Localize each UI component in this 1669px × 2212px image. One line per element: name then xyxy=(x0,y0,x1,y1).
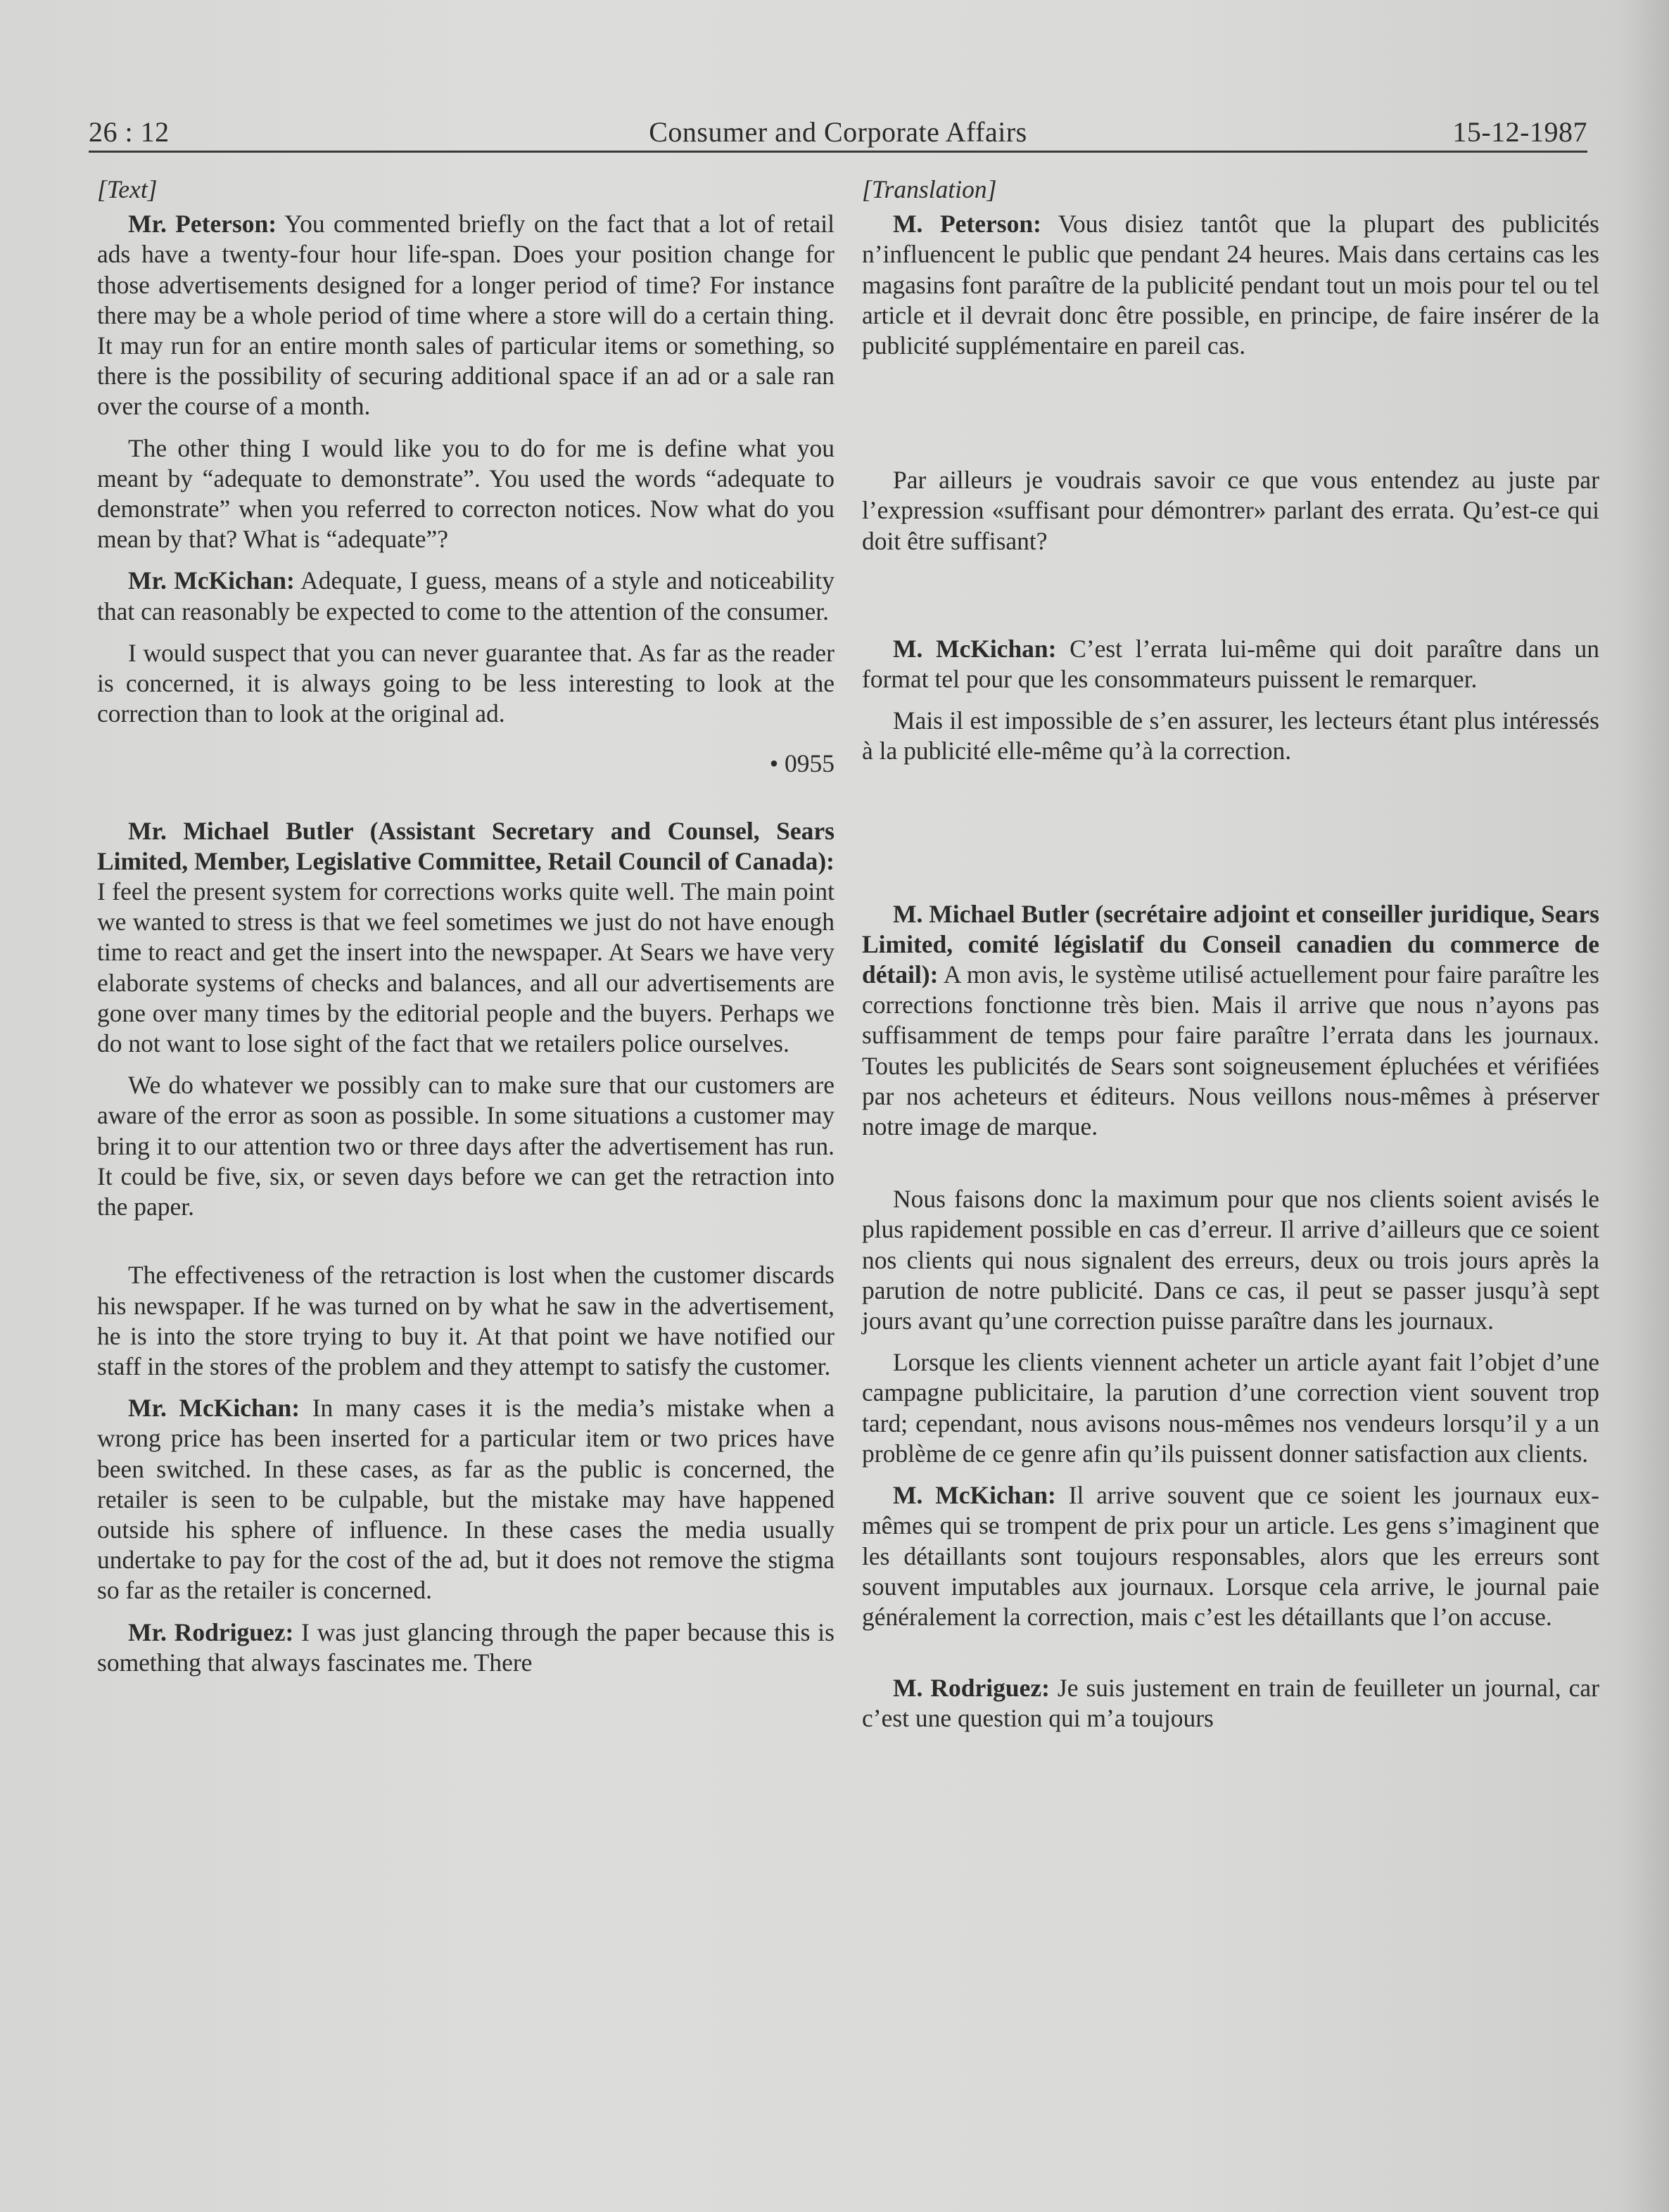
paragraph: Mais il est impossible de s’en assurer, les lecteurs étant plus intéressés à la publicité elle-même qu’à la correction. xyxy=(862,706,1599,765)
paragraph-text: I feel the present system for corrections works quite well. The main point we wanted to stress is that we feel sometimes we just do not have enough time to react and get the insert into the newspaper. At Sears we have very elaborate systems of checks and balances, and all our advertisements are gone over many times by the editorial people and the buyers. Perhaps we do not want to lose sight of the fact that we retailers police ourselves. xyxy=(97,877,834,1058)
speaker-name: M. Michael Butler (secrétaire adjoint et conseiller juridique, Sears Limited, comité législatif du Conseil canadien du commerce de détail): xyxy=(862,899,1599,989)
paragraph xyxy=(97,1393,834,1606)
paragraph: I would suspect that you can never guarantee that. As far as the reader is concerned, it is always going to be less interesting to look at the correction than to look at the original ad. xyxy=(97,638,834,728)
paragraph: The effectiveness of the retraction is lost when the customer discards his newspaper. If he was turned on by what he saw in the advertisement, he is into the store trying to buy it. At that point we have notified our staff in the stores of the problem and they attempt to satisfy the customer. xyxy=(97,1261,834,1380)
speaker-name: Mr. Michael Butler (Assistant Secretary and Counsel, Sears Limited, Member, Legislative Committee, Retail Council of Canada): xyxy=(97,816,834,875)
speaker-name: M. McKichan: xyxy=(893,634,1057,663)
paragraph-text: Il arrive souvent que ce soient les journaux eux-mêmes qui se trompent de prix pour un article. Les gens s’imaginent que les détaillants sont toujours responsables, alors que les erreurs sont souvent imputables aux journaux. Lorsque cela arrive, le journal paie généralement la correction, mais c’est les détaillants que l’on accuse. xyxy=(862,1481,1599,1631)
speaker-name: M. Rodriguez: xyxy=(893,1674,1050,1703)
paragraph xyxy=(97,1617,834,1678)
english-column xyxy=(97,174,834,1678)
speaker-name: M. McKichan: xyxy=(893,1481,1056,1510)
paragraph-text: You commented briefly on the fact that a lot of retail ads have a twenty-four hour life-span. Does your position change for those advertisements designed for a longer period of time? For instance there may be a whole period of time where a store will do a certain thing. It may run for an entire month sales of particular items or something, so there is the possibility of securing additional space if an ad or a sale ran over the course of a month. xyxy=(97,210,834,421)
paragraph-text: I was just glancing through the paper because this is something that always fascinates me. There xyxy=(97,1617,834,1677)
speaker-name: M. Peterson: xyxy=(893,210,1041,239)
paragraph xyxy=(862,1673,1599,1734)
paragraph xyxy=(97,566,834,626)
paragraph-text: Adequate, I guess, means of a style and noticeability that can reasonably be expected to come to the attention of the consumer. xyxy=(97,566,834,625)
header-date: 15-12-1987 xyxy=(1452,116,1587,148)
speaker-name: Mr. McKichan: xyxy=(128,1394,300,1423)
page-header xyxy=(89,115,1587,155)
page-number: 26 : 12 xyxy=(89,116,170,148)
speaker-name: Mr. Rodriguez: xyxy=(128,1617,294,1646)
french-column xyxy=(862,174,1599,1734)
paragraph: Par ailleurs je voudrais savoir ce que vous entendez au juste par l’expression «suffisant pour démontrer» parlant des errata. Qu’est-ce qui doit être suffisant? xyxy=(862,466,1599,555)
running-title: Consumer and Corporate Affairs xyxy=(649,116,1027,148)
paragraph-text: Je suis justement en train de feuilleter un journal, car c’est une question qui m’a toujours xyxy=(862,1674,1599,1733)
time-stamp: • 0955 xyxy=(769,749,834,778)
paragraph xyxy=(862,1480,1599,1632)
paragraph: Lorsque les clients viennent acheter un article ayant fait l’objet d’une campagne publicitaire, la parution d’une correction vient souvent trop tard; cependant, nous avisons nous-mêmes nos vendeurs lorsqu’il y a un problème de ce genre afin qu’ils puissent donner satisfaction aux clients. xyxy=(862,1348,1599,1468)
paragraph-text: Vous disiez tantôt que la plupart des publicités n’influencent le public que pendant 24 heures. Mais dans certains cas les magasins font paraître de la publicité pendant tout un mois pour tel ou tel article et il devrait donc être possible, en principe, de faire insérer de la publicité supplémentaire en pareil cas. xyxy=(862,210,1599,360)
paragraph: We do whatever we possibly can to make sure that our customers are aware of the error as soon as possible. In some situations a customer may bring it to our attention two or three days after the advertisement has run. It could be five, six, or seven days before we can get the retraction into the paper. xyxy=(97,1071,834,1221)
paragraph xyxy=(97,209,834,421)
speaker-name: Mr. McKichan: xyxy=(128,566,295,595)
paragraph xyxy=(862,209,1599,361)
paragraph-text: C’est l’errata lui-même qui doit paraître dans un format tel pour que les consommateurs puissent le remarquer. xyxy=(862,634,1600,694)
speaker-name: Mr. Peterson: xyxy=(128,210,277,239)
header-rule xyxy=(89,151,1587,153)
column-label: [Text] xyxy=(97,175,158,203)
paragraph xyxy=(862,634,1599,694)
paragraph xyxy=(862,899,1599,1143)
paragraph xyxy=(97,816,834,1060)
paragraph-text: A mon avis, le système utilisé actuellement pour faire paraître les corrections fonctionne très bien. Mais il arrive que nous n’ayons pas suffisamment de temps pour faire paraître l’errata dans les journaux. Toutes les publicités de Sears sont soigneusement épluchées et vérifiées par nos acheteurs et éditeurs. Nous veillons nous-mêmes à préserver notre image de marque. xyxy=(862,960,1599,1141)
paragraph: The other thing I would like you to do for me is define what you meant by “adequate to demonstrate”. You used the words “adequate to demonstrate” when you referred to correcton notices. Now what do you mean by that? What is “adequate”? xyxy=(97,433,834,554)
paragraph: Nous faisons donc la maximum pour que nos clients soient avisés le plus rapidement possible en cas d’erreur. Il arrive d’ailleurs que ce soient nos clients qui nous signalent des erreurs, deux ou trois jours après la parution de notre publicité. Dans ce cas, il peut se passer jusqu’à sept jours avant qu’une correction puisse paraître dans les journaux. xyxy=(862,1185,1599,1335)
paragraph-text: In many cases it is the media’s mistake when a wrong price has been inserted for a particular item or two prices have been switched. In these cases, as far as the public is concerned, the retailer is seen to be culpable, but the mistake may have happened outside his sphere of influence. In these cases the media usually undertake to pay for the cost of the ad, but it does not remove the stigma so far as the retailer is concerned. xyxy=(97,1394,834,1605)
column-label: [Translation] xyxy=(862,175,997,203)
